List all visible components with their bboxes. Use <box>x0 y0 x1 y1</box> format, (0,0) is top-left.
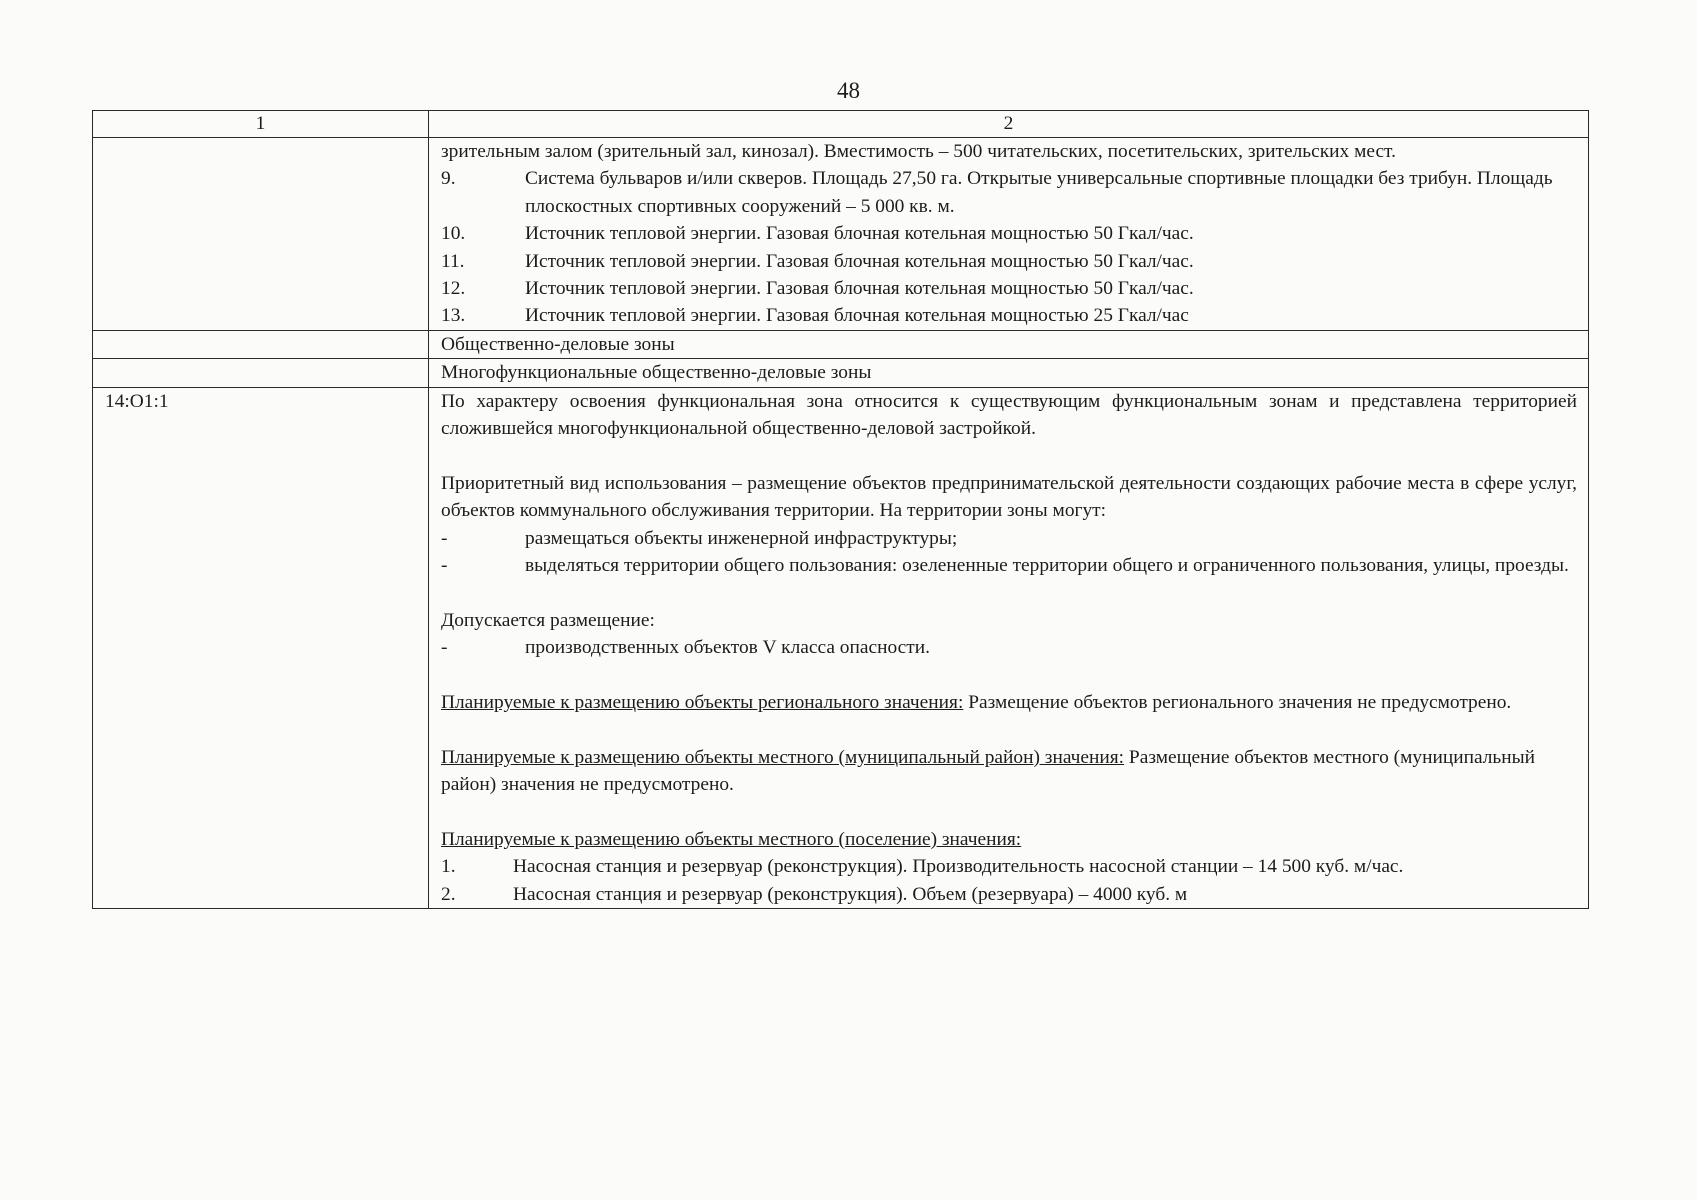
item-text: Насосная станция и резервуар (реконструкция). Производительность насосной станции – 14 500 куб. м/час. <box>513 856 1404 878</box>
item-text: Источник тепловой энергии. Газовая блочная котельная мощностью 50 Гкал/час. <box>525 278 1194 300</box>
zone-code-cell <box>93 138 429 331</box>
settlement-paragraph <box>441 826 1577 853</box>
list-item <box>441 525 1577 552</box>
item-text: Источник тепловой энергии. Газовая блочная котельная мощностью 50 Гкал/час. <box>525 250 1194 272</box>
item-number: 11. <box>441 250 465 272</box>
regional-label: Планируемые к размещению объекты регионального значения: <box>441 692 964 714</box>
zone-type-title: Многофункциональные общественно-деловые зоны <box>429 359 1589 387</box>
item-text: Источник тепловой энергии. Газовая блочная котельная мощностью 50 Гкал/час. <box>525 223 1194 245</box>
list-item <box>441 634 1577 661</box>
item-text: Система бульваров и/или скверов. Площадь 27,50 га. Открытые универсальные спортивные площадки без трибун. Площадь плоскостных спортивных сооружений – 5 000 кв. м. <box>525 168 1553 217</box>
zone-code-cell <box>93 359 429 387</box>
bullet-mark: - <box>441 555 448 577</box>
header-cell-2: 2 <box>429 111 1589 138</box>
zone-group-title: Общественно-деловые зоны <box>429 330 1589 358</box>
page-number: 48 <box>837 78 860 103</box>
zones-table <box>92 110 1589 909</box>
item-text: Насосная станция и резервуар (реконструкция). Объем (резервуара) – 4000 куб. м <box>513 883 1188 905</box>
table-row <box>93 138 1589 331</box>
list-item <box>441 552 1577 579</box>
item-number: 10. <box>441 223 466 245</box>
item-text: Источник тепловой энергии. Газовая блочная котельная мощностью 25 Гкал/час <box>525 305 1189 327</box>
item-number: 13. <box>441 305 466 327</box>
bullet-mark: - <box>441 527 448 549</box>
continued-paragraph: зрительным залом (зрительный зал, кинозал). Вместимость – 500 читательских, посетительских, зрительских мест. <box>441 141 1396 162</box>
municipal-text: Размещение объектов местного (муниципальный район) значения не предусмотрено. <box>441 746 1536 796</box>
item-number: 12. <box>441 278 466 300</box>
zone-code-cell: 14:О1:1 <box>93 387 429 909</box>
regional-text: Размещение объектов регионального значения не предусмотрено. <box>963 692 1512 714</box>
table-row <box>93 387 1589 909</box>
item-text: выделяться территории общего пользования: озелененные территории общего и ограниченного пользования, улицы, проезды. <box>525 555 1569 577</box>
item-number: 2. <box>441 883 456 905</box>
item-number: 1. <box>441 856 456 878</box>
list-item <box>441 248 1577 275</box>
table-row <box>93 359 1589 387</box>
list-item <box>441 275 1577 302</box>
description-cell <box>429 387 1589 909</box>
list-item <box>441 165 1577 220</box>
list-item <box>441 853 1577 880</box>
intro-paragraph: По характеру освоения функциональная зона относится к существующим функциональным зонам и представлена территорией сложившейся многофункциональной общественно-деловой застройкой. <box>441 390 1577 440</box>
description-cell <box>429 138 1589 331</box>
allowed-title: Допускается размещение: <box>441 609 655 631</box>
header-cell-1: 1 <box>93 111 429 138</box>
list-item <box>441 881 1577 908</box>
priority-paragraph: Приоритетный вид использования – размещение объектов предпринимательской деятельности создающих рабочие места в сфере услуг, объектов коммунального обслуживания территории. На территории зоны могут: <box>441 472 1577 522</box>
list-item <box>441 220 1577 247</box>
zone-code-cell <box>93 330 429 358</box>
item-text: размещаться объекты инженерной инфраструктуры; <box>525 527 958 549</box>
settlement-label: Планируемые к размещению объекты местного (поселение) значения: <box>441 829 1022 851</box>
table-row <box>93 330 1589 358</box>
bullet-mark: - <box>441 637 448 659</box>
regional-paragraph <box>441 689 1577 716</box>
municipal-label: Планируемые к размещению объекты местного (муниципальный район) значения: <box>441 746 1125 768</box>
list-item <box>441 302 1577 329</box>
item-number: 9. <box>441 168 456 190</box>
item-text: производственных объектов V класса опасности. <box>525 637 930 659</box>
municipal-paragraph <box>441 744 1577 799</box>
table-header-row <box>93 111 1589 138</box>
